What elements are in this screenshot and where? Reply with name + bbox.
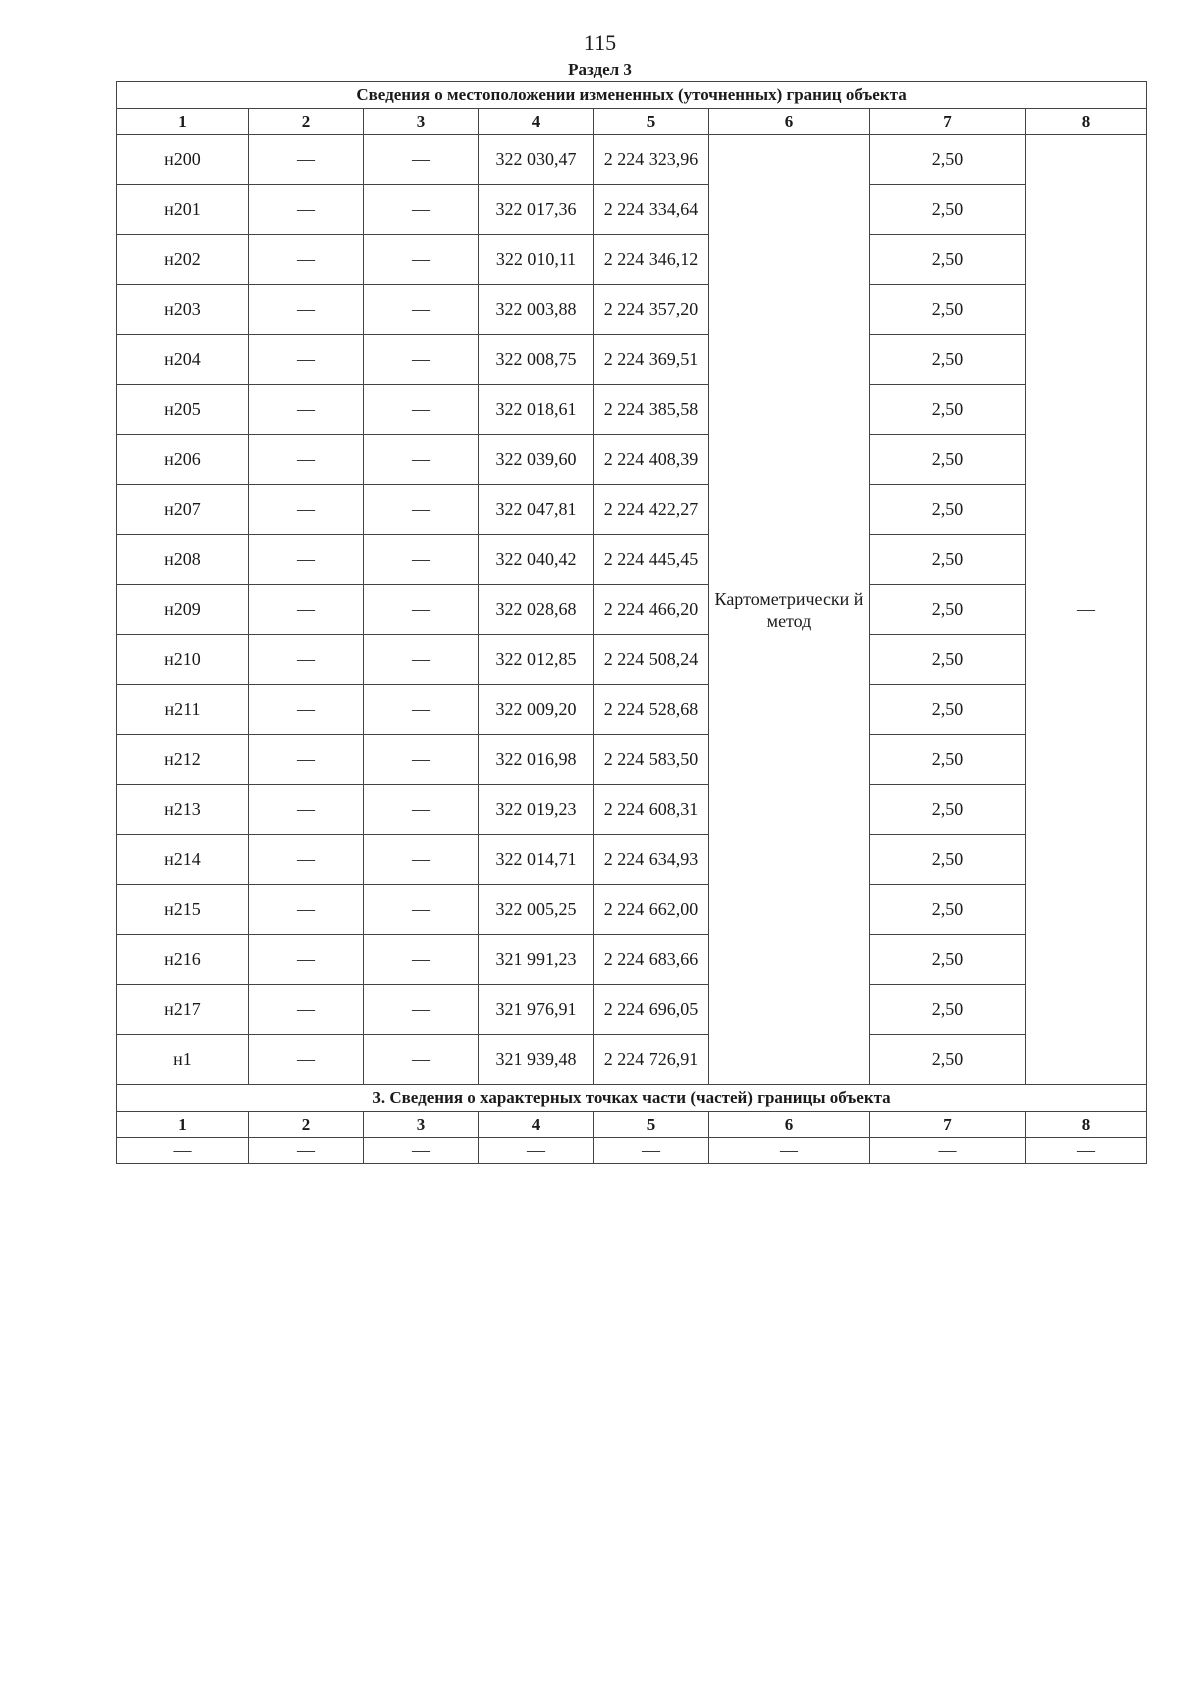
col2-dash: — (249, 535, 364, 585)
x-coordinate: 322 005,25 (479, 885, 594, 935)
col3-dash: — (364, 935, 479, 985)
point-name: н214 (117, 835, 249, 885)
accuracy: 2,50 (870, 135, 1026, 185)
column-header: 2 (249, 1112, 364, 1138)
y-coordinate: 2 224 408,39 (594, 435, 709, 485)
table-row (117, 935, 1147, 985)
empty-cell: — (479, 1138, 594, 1164)
table-row (117, 835, 1147, 885)
x-coordinate: 321 991,23 (479, 935, 594, 985)
col2-dash: — (249, 985, 364, 1035)
y-coordinate: 2 224 466,20 (594, 585, 709, 635)
x-coordinate: 322 009,20 (479, 685, 594, 735)
col3-dash: — (364, 185, 479, 235)
column-header: 3 (364, 1112, 479, 1138)
point-name: н201 (117, 185, 249, 235)
table-row (117, 885, 1147, 935)
accuracy: 2,50 (870, 385, 1026, 435)
empty-cell: — (594, 1138, 709, 1164)
y-coordinate: 2 224 346,12 (594, 235, 709, 285)
point-name: н210 (117, 635, 249, 685)
accuracy: 2,50 (870, 935, 1026, 985)
accuracy: 2,50 (870, 485, 1026, 535)
table-row (117, 785, 1147, 835)
y-coordinate: 2 224 323,96 (594, 135, 709, 185)
y-coordinate: 2 224 422,27 (594, 485, 709, 535)
table-row (117, 585, 1147, 635)
col2-dash: — (249, 335, 364, 385)
empty-cell: — (117, 1138, 249, 1164)
y-coordinate: 2 224 528,68 (594, 685, 709, 735)
column-header: 4 (479, 109, 594, 135)
y-coordinate: 2 224 583,50 (594, 735, 709, 785)
y-coordinate: 2 224 385,58 (594, 385, 709, 435)
column-header: 6 (709, 1112, 870, 1138)
col3-dash: — (364, 985, 479, 1035)
col3-dash: — (364, 285, 479, 335)
y-coordinate: 2 224 662,00 (594, 885, 709, 935)
table-row (117, 485, 1147, 535)
table-row (117, 385, 1147, 435)
x-coordinate: 322 012,85 (479, 635, 594, 685)
accuracy: 2,50 (870, 1035, 1026, 1085)
col2-dash: — (249, 235, 364, 285)
accuracy: 2,50 (870, 835, 1026, 885)
col3-dash: — (364, 835, 479, 885)
accuracy: 2,50 (870, 785, 1026, 835)
col2-dash: — (249, 935, 364, 985)
col2-dash: — (249, 285, 364, 335)
point-name: н1 (117, 1035, 249, 1085)
accuracy: 2,50 (870, 535, 1026, 585)
col3-dash: — (364, 885, 479, 935)
col8-value: — (1026, 135, 1147, 1085)
y-coordinate: 2 224 696,05 (594, 985, 709, 1035)
column-header: 7 (870, 1112, 1026, 1138)
y-coordinate: 2 224 726,91 (594, 1035, 709, 1085)
x-coordinate: 322 016,98 (479, 735, 594, 785)
col3-dash: — (364, 235, 479, 285)
method-cell: Картометрически й метод (709, 135, 870, 1085)
y-coordinate: 2 224 634,93 (594, 835, 709, 885)
col3-dash: — (364, 335, 479, 385)
col3-dash: — (364, 385, 479, 435)
x-coordinate: 322 008,75 (479, 335, 594, 385)
column-header: 1 (117, 109, 249, 135)
accuracy: 2,50 (870, 235, 1026, 285)
y-coordinate: 2 224 608,31 (594, 785, 709, 835)
accuracy: 2,50 (870, 985, 1026, 1035)
col2-dash: — (249, 735, 364, 785)
col2-dash: — (249, 1035, 364, 1085)
x-coordinate: 322 010,11 (479, 235, 594, 285)
column-header: 4 (479, 1112, 594, 1138)
x-coordinate: 322 047,81 (479, 485, 594, 535)
x-coordinate: 322 040,42 (479, 535, 594, 585)
empty-cell: — (870, 1138, 1026, 1164)
column-header: 7 (870, 109, 1026, 135)
page-number: 115 (583, 30, 617, 55)
accuracy: 2,50 (870, 885, 1026, 935)
subsection-header-row (117, 1112, 1147, 1138)
table-row (117, 1035, 1147, 1085)
column-header: 3 (364, 109, 479, 135)
point-name: н207 (117, 485, 249, 535)
col2-dash: — (249, 435, 364, 485)
x-coordinate: 322 028,68 (479, 585, 594, 635)
column-header: 5 (594, 1112, 709, 1138)
table-title-row (117, 82, 1147, 109)
point-name: н202 (117, 235, 249, 285)
col2-dash: — (249, 835, 364, 885)
col2-dash: — (249, 135, 364, 185)
accuracy: 2,50 (870, 335, 1026, 385)
accuracy: 2,50 (870, 735, 1026, 785)
col2-dash: — (249, 185, 364, 235)
table-row (117, 235, 1147, 285)
point-name: н203 (117, 285, 249, 335)
column-header: 1 (117, 1112, 249, 1138)
col3-dash: — (364, 1035, 479, 1085)
col3-dash: — (364, 535, 479, 585)
col2-dash: — (249, 385, 364, 435)
table-row (117, 135, 1147, 185)
table-row (117, 285, 1147, 335)
column-header: 5 (594, 109, 709, 135)
accuracy: 2,50 (870, 685, 1026, 735)
column-header: 8 (1026, 109, 1147, 135)
empty-cell: — (709, 1138, 870, 1164)
table-title: Сведения о местоположении измененных (уточненных) границ объекта (117, 82, 1147, 109)
point-name: н205 (117, 385, 249, 435)
x-coordinate: 321 939,48 (479, 1035, 594, 1085)
empty-cell: — (1026, 1138, 1147, 1164)
col2-dash: — (249, 785, 364, 835)
x-coordinate: 322 003,88 (479, 285, 594, 335)
y-coordinate: 2 224 445,45 (594, 535, 709, 585)
table-row (117, 185, 1147, 235)
x-coordinate: 322 014,71 (479, 835, 594, 885)
accuracy: 2,50 (870, 185, 1026, 235)
empty-cell: — (249, 1138, 364, 1164)
table-row (117, 685, 1147, 735)
table-row (117, 735, 1147, 785)
boundary-table (116, 81, 1147, 1164)
point-name: н215 (117, 885, 249, 935)
point-name: н216 (117, 935, 249, 985)
col3-dash: — (364, 135, 479, 185)
column-header: 8 (1026, 1112, 1147, 1138)
x-coordinate: 322 019,23 (479, 785, 594, 835)
subsection-title-row (117, 1085, 1147, 1112)
subsection-row (117, 1138, 1147, 1164)
section-label: Раздел 3 (568, 60, 632, 79)
table-row (117, 635, 1147, 685)
y-coordinate: 2 224 683,66 (594, 935, 709, 985)
x-coordinate: 322 030,47 (479, 135, 594, 185)
point-name: н217 (117, 985, 249, 1035)
point-name: н206 (117, 435, 249, 485)
table-row (117, 535, 1147, 585)
table-row (117, 435, 1147, 485)
col2-dash: — (249, 585, 364, 635)
col3-dash: — (364, 635, 479, 685)
point-name: н209 (117, 585, 249, 635)
subsection-title: 3. Сведения о характерных точках части (частей) границы объекта (117, 1085, 1147, 1112)
x-coordinate: 322 017,36 (479, 185, 594, 235)
accuracy: 2,50 (870, 285, 1026, 335)
accuracy: 2,50 (870, 435, 1026, 485)
col3-dash: — (364, 785, 479, 835)
accuracy: 2,50 (870, 635, 1026, 685)
point-name: н200 (117, 135, 249, 185)
point-name: н211 (117, 685, 249, 735)
column-header-row (117, 109, 1147, 135)
column-header: 6 (709, 109, 870, 135)
y-coordinate: 2 224 357,20 (594, 285, 709, 335)
x-coordinate: 322 039,60 (479, 435, 594, 485)
y-coordinate: 2 224 369,51 (594, 335, 709, 385)
table-row (117, 985, 1147, 1035)
point-name: н213 (117, 785, 249, 835)
col2-dash: — (249, 685, 364, 735)
point-name: н204 (117, 335, 249, 385)
empty-cell: — (364, 1138, 479, 1164)
table-row (117, 335, 1147, 385)
col3-dash: — (364, 435, 479, 485)
col3-dash: — (364, 485, 479, 535)
point-name: н212 (117, 735, 249, 785)
x-coordinate: 322 018,61 (479, 385, 594, 435)
x-coordinate: 321 976,91 (479, 985, 594, 1035)
y-coordinate: 2 224 508,24 (594, 635, 709, 685)
col3-dash: — (364, 585, 479, 635)
col3-dash: — (364, 685, 479, 735)
accuracy: 2,50 (870, 585, 1026, 635)
col3-dash: — (364, 735, 479, 785)
col2-dash: — (249, 635, 364, 685)
point-name: н208 (117, 535, 249, 585)
y-coordinate: 2 224 334,64 (594, 185, 709, 235)
col2-dash: — (249, 485, 364, 535)
col2-dash: — (249, 885, 364, 935)
column-header: 2 (249, 109, 364, 135)
